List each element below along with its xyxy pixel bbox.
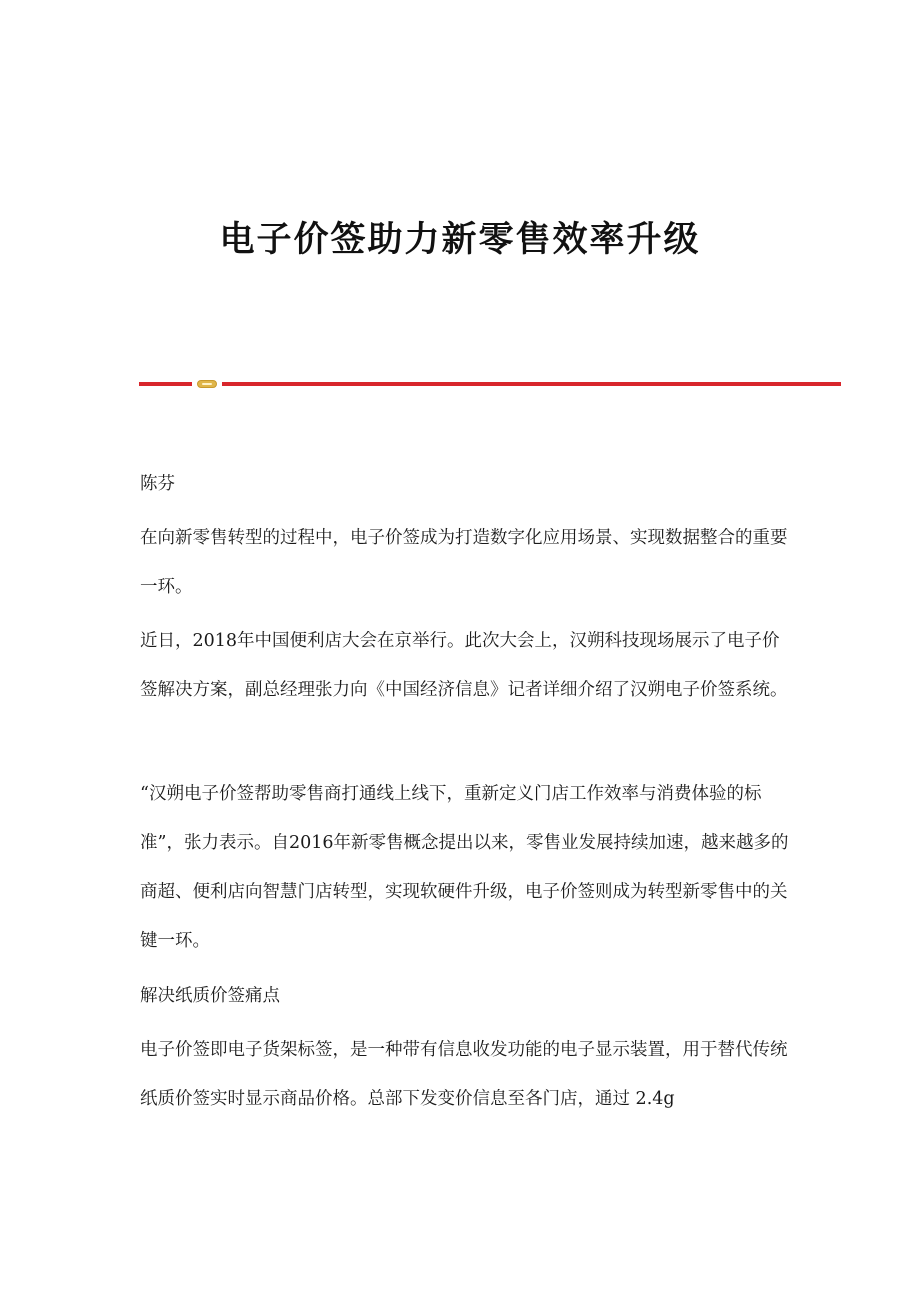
author-name: 陈芬: [140, 474, 175, 494]
paragraph-intro: 在向新零售转型的过程中，电子价签成为打造数字化应用场景、实现数据整合的重要一环。: [140, 528, 788, 597]
divider-bar-right: [222, 382, 841, 386]
paragraph-quote: “汉朔电子价签帮助零售商打通线上线下，重新定义门店工作效率与消费体验的标准”，张力表示。自2016年新零售概念提出以来，零售业发展持续加速，越来越多的商超、便利店向智慧门店转型，实现软硬件升级，电子价签则成为转型新零售中的关键一环。: [140, 784, 789, 951]
divider-ornament-icon: [197, 380, 217, 388]
section-heading: 解决纸质价签痛点: [140, 986, 280, 1006]
divider-bar-left: [139, 382, 192, 386]
title-divider: [139, 378, 841, 390]
document-title: 电子价签助力新零售效率升级: [219, 219, 701, 260]
paragraph-definition: 电子价签即电子货架标签，是一种带有信息收发功能的电子显示装置，用于替代传统纸质价签实时显示商品价格。总部下发变价信息至各门店，通过 2.4g: [140, 1040, 788, 1109]
paragraph-event: 近日，2018年中国便利店大会在京举行。此次大会上，汉朔科技现场展示了电子价签解决方案，副总经理张力向《中国经济信息》记者详细介绍了汉朔电子价签系统。: [140, 631, 788, 700]
